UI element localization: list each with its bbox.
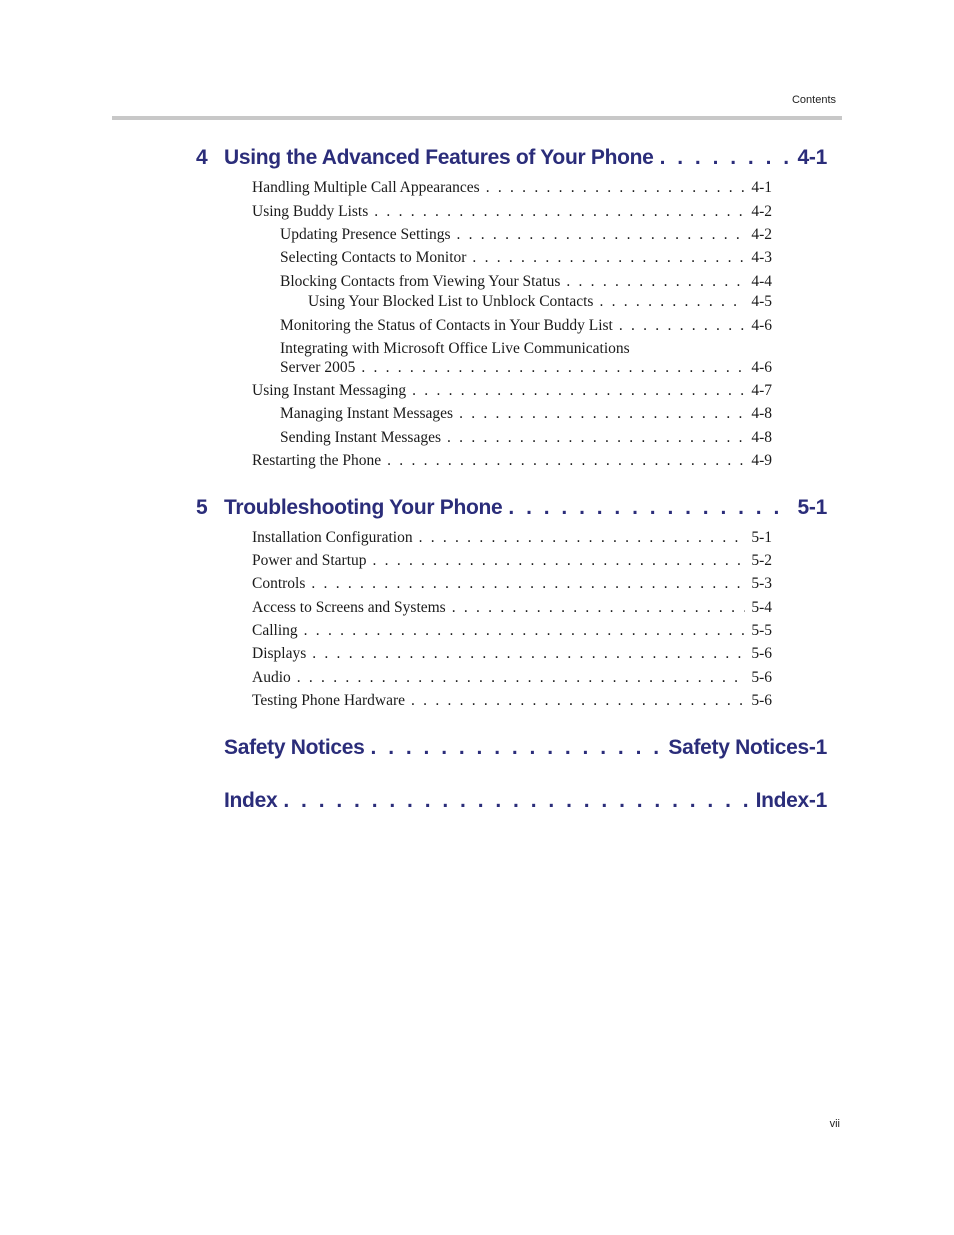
dot-leader bbox=[304, 622, 746, 640]
index-heading[interactable] bbox=[224, 789, 827, 819]
entry-page: 5-6 bbox=[751, 692, 772, 709]
toc-entry[interactable] bbox=[252, 669, 772, 689]
toc-entry[interactable] bbox=[280, 405, 772, 425]
chapter-page: Index-1 bbox=[755, 789, 827, 812]
entry-title: Blocking Contacts from Viewing Your Status bbox=[280, 273, 561, 290]
entry-page: 4-7 bbox=[751, 382, 772, 399]
entry-page: 5-2 bbox=[751, 552, 772, 569]
entry-page: 5-1 bbox=[751, 529, 772, 546]
entry-page: 4-4 bbox=[751, 273, 772, 290]
chapter-title: Index bbox=[224, 789, 278, 812]
dot-leader bbox=[566, 273, 745, 291]
toc-entry[interactable] bbox=[252, 599, 772, 619]
entry-title: Displays bbox=[252, 645, 307, 662]
entry-page: 4-8 bbox=[751, 429, 772, 446]
chapter-title: Safety Notices bbox=[224, 736, 365, 759]
dot-leader bbox=[297, 669, 746, 687]
entry-page: 5-5 bbox=[751, 622, 772, 639]
entry-page: 4-1 bbox=[751, 179, 772, 196]
header-divider bbox=[112, 116, 842, 120]
entry-page: 5-6 bbox=[751, 669, 772, 686]
chapter-page: 5-1 bbox=[797, 496, 827, 519]
dot-leader bbox=[508, 496, 791, 520]
toc-entry[interactable] bbox=[280, 273, 772, 293]
dot-leader bbox=[361, 359, 745, 377]
toc-entry[interactable] bbox=[252, 645, 772, 665]
entry-title: Calling bbox=[252, 622, 298, 639]
toc-entry[interactable] bbox=[280, 429, 772, 449]
entry-title: Using Buddy Lists bbox=[252, 203, 369, 220]
toc-entry[interactable] bbox=[252, 179, 772, 199]
chapter-title: Troubleshooting Your Phone bbox=[224, 496, 503, 519]
dot-leader bbox=[283, 789, 749, 813]
dot-leader bbox=[459, 405, 745, 423]
chapter-number: 4 bbox=[196, 146, 208, 169]
dot-leader bbox=[374, 203, 745, 221]
chapter-number: 5 bbox=[196, 496, 208, 519]
toc-entry[interactable] bbox=[280, 249, 772, 269]
entry-title: Testing Phone Hardware bbox=[252, 692, 406, 709]
toc-entry[interactable] bbox=[252, 575, 772, 595]
dot-leader bbox=[387, 452, 745, 470]
dot-leader bbox=[599, 293, 745, 311]
chapter-page: 4-1 bbox=[797, 146, 827, 169]
entry-page: 4-6 bbox=[751, 317, 772, 334]
entry-page: 4-5 bbox=[751, 293, 772, 310]
entry-title: Selecting Contacts to Monitor bbox=[280, 249, 467, 266]
toc-entry[interactable] bbox=[280, 226, 772, 246]
dot-leader bbox=[619, 317, 745, 335]
entry-title: Sending Instant Messages bbox=[280, 429, 442, 446]
dot-leader bbox=[419, 529, 746, 547]
safety-notices-heading[interactable] bbox=[224, 736, 827, 766]
dot-leader bbox=[373, 552, 746, 570]
entry-title: Updating Presence Settings bbox=[280, 226, 451, 243]
dot-leader bbox=[412, 382, 745, 400]
entry-page: 5-4 bbox=[751, 599, 772, 616]
entry-title: Installation Configuration bbox=[252, 529, 413, 546]
running-header: Contents bbox=[791, 94, 836, 106]
entry-page: 4-2 bbox=[751, 226, 772, 243]
entry-title: Controls bbox=[252, 575, 306, 592]
dot-leader bbox=[486, 179, 746, 197]
toc-entry[interactable] bbox=[252, 552, 772, 572]
entry-title: Power and Startup bbox=[252, 552, 367, 569]
toc-entry[interactable] bbox=[280, 359, 772, 379]
toc-entry[interactable] bbox=[252, 203, 772, 223]
entry-title: Restarting the Phone bbox=[252, 452, 382, 469]
dot-leader bbox=[311, 575, 745, 593]
dot-leader bbox=[456, 226, 745, 244]
entry-title: Managing Instant Messages bbox=[280, 405, 454, 422]
entry-title: Using Your Blocked List to Unblock Contacts bbox=[308, 293, 594, 310]
dot-leader bbox=[452, 599, 746, 617]
entry-page: 5-3 bbox=[751, 575, 772, 592]
dot-leader bbox=[472, 249, 745, 267]
entry-page: 4-2 bbox=[751, 203, 772, 220]
entry-title: Handling Multiple Call Appearances bbox=[252, 179, 480, 196]
toc-entry[interactable] bbox=[252, 452, 772, 472]
dot-leader bbox=[660, 146, 792, 170]
toc-entry[interactable] bbox=[252, 529, 772, 549]
chapter-5-heading[interactable] bbox=[196, 496, 827, 526]
toc-entry[interactable] bbox=[252, 692, 772, 712]
page-number: vii bbox=[829, 1118, 840, 1130]
dot-leader bbox=[411, 692, 745, 710]
entry-title-line1[interactable]: Integrating with Microsoft Office Live Communications bbox=[280, 340, 630, 357]
chapter-4-heading[interactable] bbox=[196, 146, 827, 176]
entry-page: 4-3 bbox=[751, 249, 772, 266]
toc-entry[interactable] bbox=[308, 293, 772, 313]
chapter-title: Using the Advanced Features of Your Phone bbox=[224, 146, 654, 169]
toc-entry[interactable] bbox=[252, 622, 772, 642]
dot-leader bbox=[447, 429, 745, 447]
entry-page: 4-6 bbox=[751, 359, 772, 376]
entry-page: 4-8 bbox=[751, 405, 772, 422]
chapter-page: Safety Notices-1 bbox=[668, 736, 827, 759]
entry-title: Using Instant Messaging bbox=[252, 382, 407, 399]
entry-page: 4-9 bbox=[751, 452, 772, 469]
entry-title: Monitoring the Status of Contacts in Your Buddy List bbox=[280, 317, 613, 334]
entry-title: Access to Screens and Systems bbox=[252, 599, 446, 616]
entry-title: Audio bbox=[252, 669, 291, 686]
dot-leader bbox=[312, 645, 745, 663]
entry-page: 5-6 bbox=[751, 645, 772, 662]
entry-title: Server 2005 bbox=[280, 359, 356, 376]
toc-entry[interactable] bbox=[252, 382, 772, 402]
toc-entry[interactable] bbox=[280, 317, 772, 337]
dot-leader bbox=[371, 736, 663, 760]
